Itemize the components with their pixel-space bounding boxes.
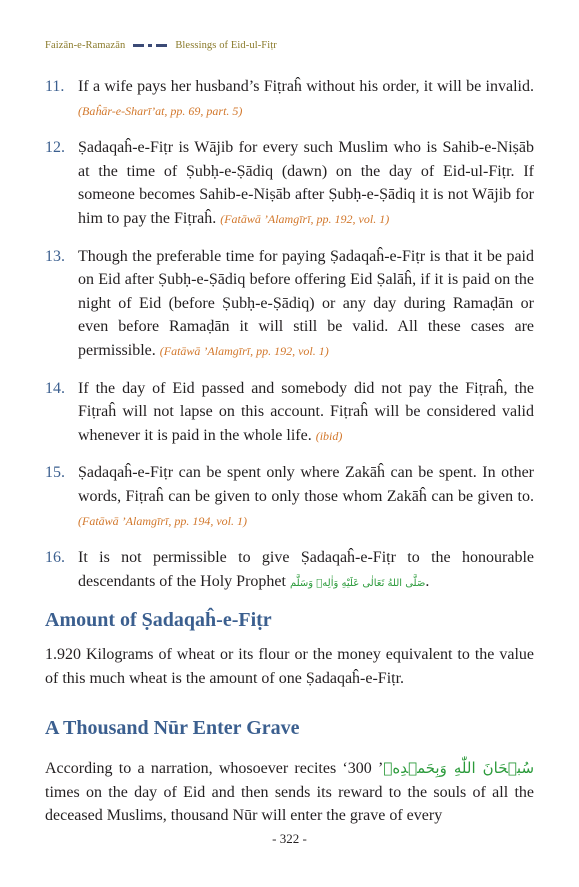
running-header xyxy=(45,40,277,51)
list-item xyxy=(45,377,534,449)
list-item xyxy=(45,75,534,123)
item-reference: (Fatāwā ’Alamgīrī, pp. 192, vol. 1) xyxy=(220,211,390,226)
header-book-title: Faizān-e-Ramazān xyxy=(45,40,126,51)
list-item xyxy=(45,461,534,533)
ruling-list xyxy=(45,75,534,608)
item-text: If the day of Eid passed and somebody did not pay the Fiṭraĥ, the Fiṭraĥ will not lapse on this account. Fiṭraĥ will be considered valid whenever it is paid in the whole life. (ibid) xyxy=(78,379,534,444)
section-heading-amount: Amount of Ṣadaqaĥ-e-Fiṭr xyxy=(45,609,272,631)
item-text: If a wife pays her husband’s Fiṭraĥ without his order, it will be invalid. (Baĥār-e-Sharī’at, pp. 69, part. 5) xyxy=(78,78,534,118)
section-paragraph-amount: 1.920 Kilograms of wheat or its flour or the money equivalent to the value of this much wheat is the amount of one Ṣadaqaĥ-e-Fiṭr. xyxy=(45,646,534,687)
list-item xyxy=(45,245,534,364)
list-item xyxy=(45,136,534,231)
item-text: Ṣadaqaĥ-e-Fiṭr can be spent only where Zakāĥ can be spent. In other words, Fiṭraĥ can be given to only those whom Zakāĥ can be given to. (Fatāwā ’Alamgīrī, pp. 194, vol. 1) xyxy=(78,464,534,528)
page-number: - 322 - xyxy=(272,831,307,846)
tasbih-arabic: سُبۡحَانَ اللّٰهِ وَبِحَمۡدِهٖ xyxy=(383,759,535,777)
section-heading-nur: A Thousand Nūr Enter Grave xyxy=(45,717,300,739)
section-paragraph-nur: According to a narration, whosoever recites ‘ سُبۡحَانَ اللّٰهِ وَبِحَمۡدِهٖ’ 300 times on the day of Eid and then sends its reward to the souls of all the deceased Muslims, thousand Nūr will enter the grave of every xyxy=(45,759,535,825)
header-chapter-title: Blessings of Eid-ul-Fiṭr xyxy=(175,40,277,51)
item-reference: (Fatāwā ’Alamgīrī, pp. 192, vol. 1) xyxy=(159,343,329,358)
salutation-arabic: صَلَّى اللهُ تَعَالٰى عَلَيْهِ وَاٰلِهٖ وَسَلَّم xyxy=(289,577,426,589)
item-reference: (Baĥār-e-Sharī’at, pp. 69, part. 5) xyxy=(78,103,243,118)
list-item xyxy=(45,546,534,595)
item-reference: (Fatāwā ’Alamgīrī, pp. 194, vol. 1) xyxy=(78,513,247,528)
item-number: 11. xyxy=(45,78,65,95)
item-number: 16. xyxy=(45,549,65,567)
item-number: 14. xyxy=(45,379,65,397)
item-text: Ṣadaqaĥ-e-Fiṭr is Wājib for every such Muslim who is Sahib-e-Niṣāb at the time of Ṣubḥ-e-Ṣādiq (dawn) on the day of Eid-ul-Fiṭr. If someone becomes Sahib-e-Niṣāb after Ṣubḥ-e-Ṣādiq it is not Wājib for him to pay the Fiṭraĥ. (Fatāwā ’Alamgīrī, pp. 192, vol. 1) xyxy=(78,139,534,227)
item-number: 13. xyxy=(45,247,65,265)
item-text: Though the preferable time for paying Ṣadaqaĥ-e-Fiṭr is that it be paid on Eid after Ṣubḥ-e-Ṣādiq before offering Eid Ṣalāĥ, if it is paid on the night of Eid (before Ṣubḥ-e-Ṣādiq) or any day during Ramaḍān or even before Ramaḍān it will still be valid. All these cases are permissible. (Fatāwā ’Alamgīrī, pp. 192, vol. 1) xyxy=(78,247,534,359)
item-number: 15. xyxy=(45,464,65,482)
item-reference: (ibid) xyxy=(315,428,343,443)
item-text: It is not permissible to give Ṣadaqaĥ-e-Fiṭr to the honourable descendants of the Holy Prophet صَلَّى اللهُ تَعَالٰى عَلَيْهِ وَاٰلِهٖ وَسَلَّم. xyxy=(78,549,534,590)
item-number: 12. xyxy=(45,139,65,157)
header-separator xyxy=(133,44,167,47)
